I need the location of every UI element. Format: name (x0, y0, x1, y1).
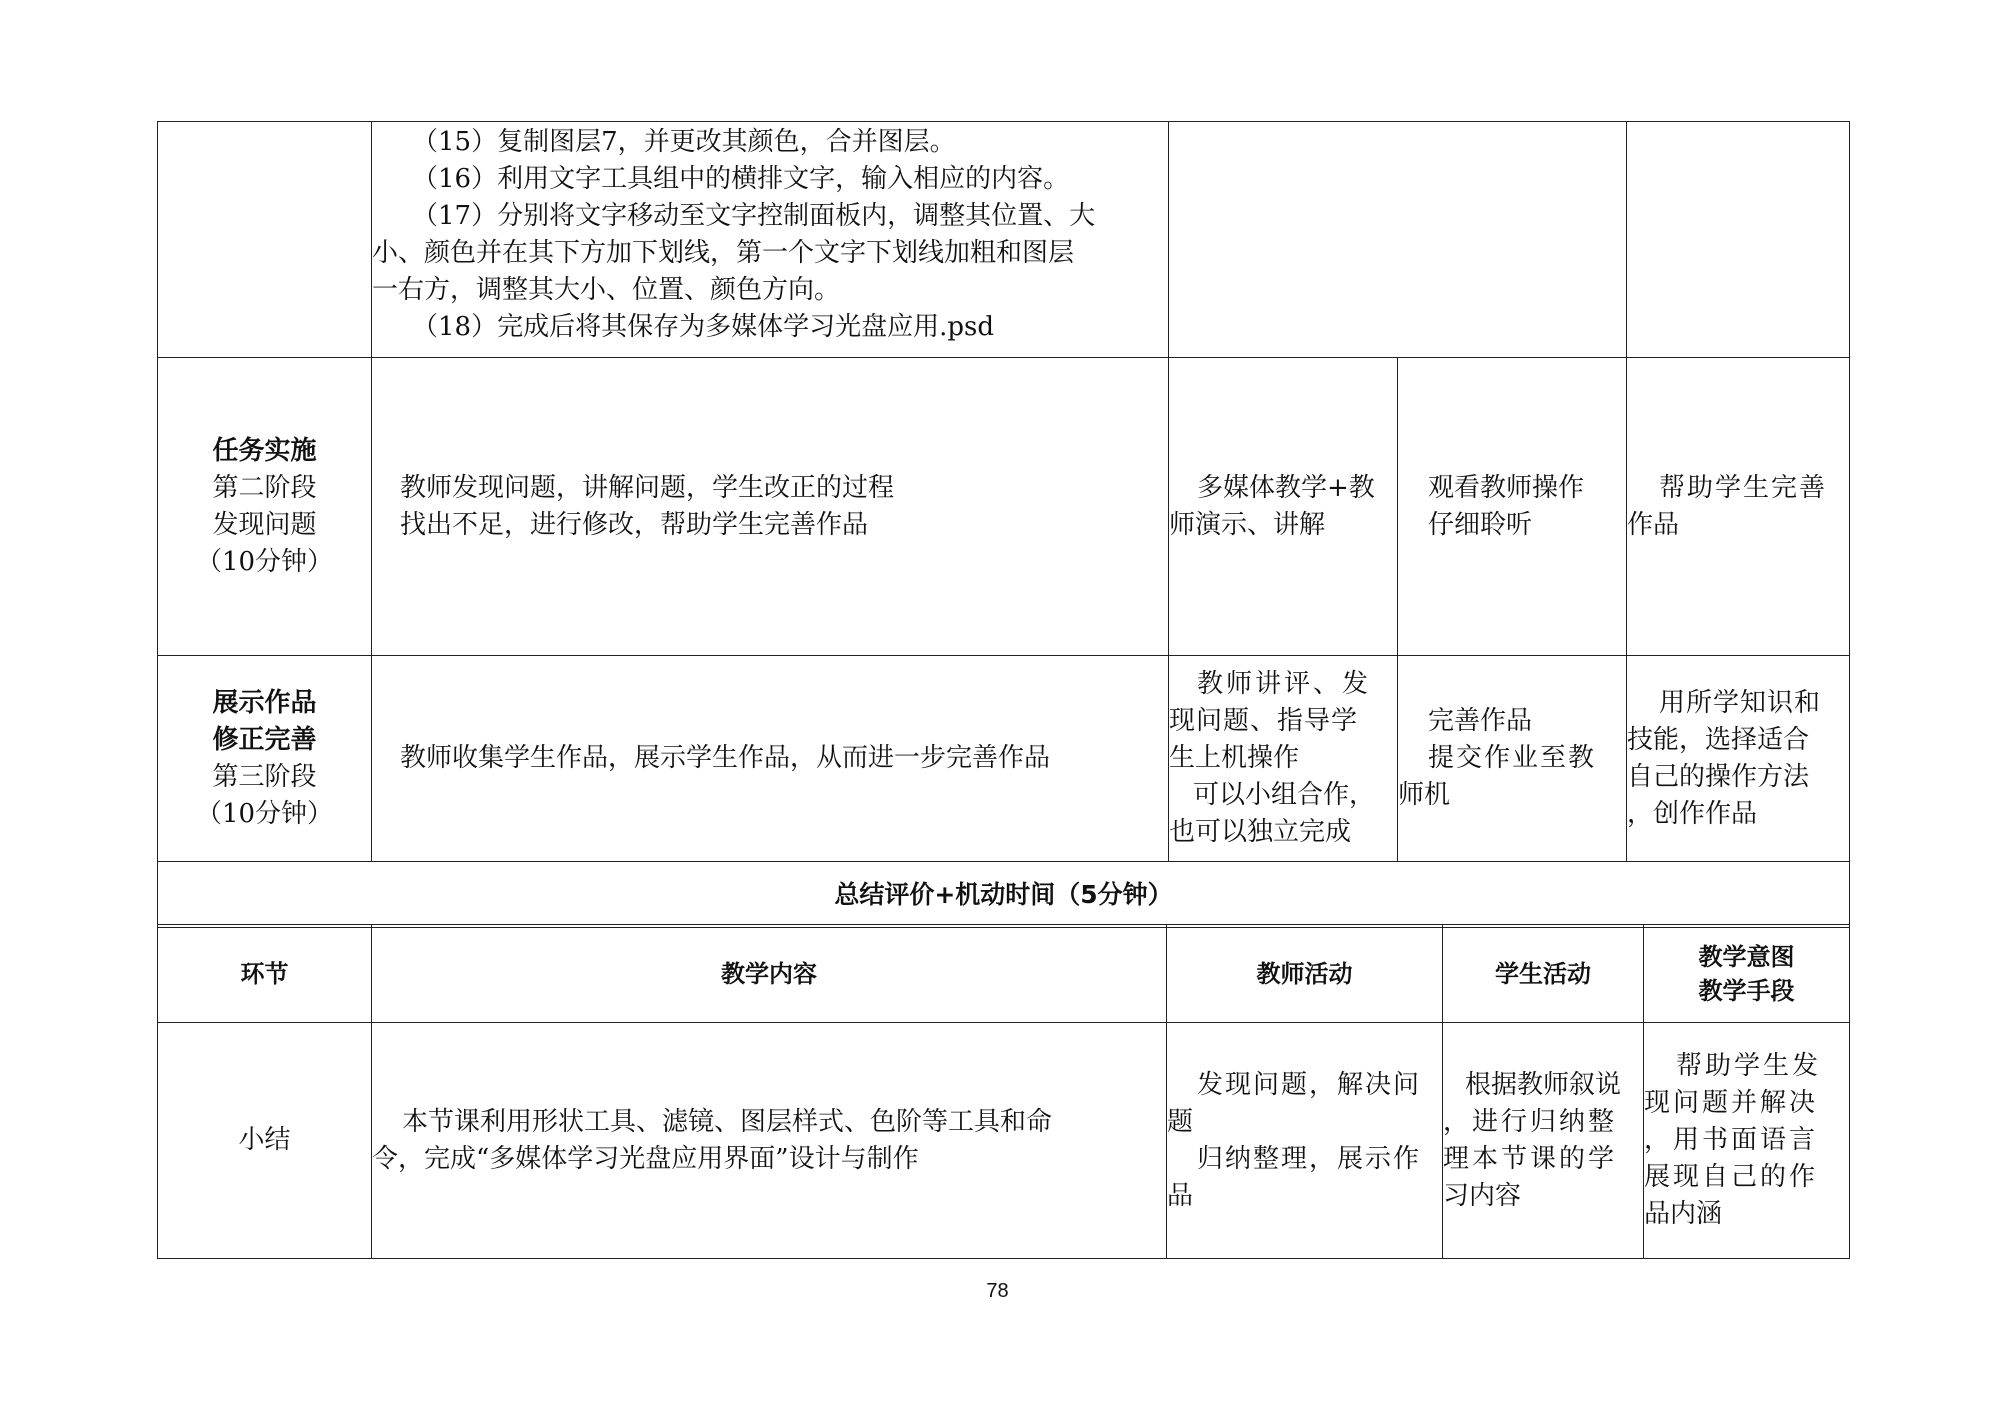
summary-row (158, 1023, 1850, 1259)
phase2-student-line2: 仔细聆听 (1428, 509, 1533, 540)
phase3-student-line3: 师机 (1398, 780, 1451, 810)
header-teacher: 教师活动 (1167, 925, 1443, 1023)
summary-content-line1: 本节课利用形状工具、滤镜、图层样式、色阶等工具和命 (402, 1106, 1053, 1137)
phase3-student-line1: 完善作品 (1428, 706, 1533, 736)
lesson-table-lower (157, 924, 1850, 1259)
phase3-title1: 展示作品 (212, 687, 317, 718)
steps-row (158, 122, 1850, 358)
summary-teacher-line4: 品 (1167, 1180, 1194, 1211)
step-15: （15）复制图层7，并更改其颜色，合并图层。 (412, 127, 956, 157)
phase3-label-cell (158, 656, 372, 862)
phase2-intent-cell (1627, 358, 1850, 656)
phase2-row (158, 358, 1850, 656)
phase2-teacher-line1: 多媒体教学+教 (1197, 472, 1375, 503)
step-17-line2: 小、颜色并在其下方加下划线，第一个文字下划线加粗和图层 (372, 238, 1075, 268)
step-17-line1: （17）分别将文字移动至文字控制面板内，调整其位置、大 (412, 201, 1096, 231)
phase3-teacher-cell (1169, 656, 1398, 862)
phase2-label-cell (158, 358, 372, 656)
intent-cell-empty (1627, 122, 1850, 358)
summary-intent-line2: 现问题并解决 (1644, 1088, 1819, 1118)
phase3-time: （10分钟） (195, 798, 334, 829)
phase3-intent-line3: 自己的操作方法 (1627, 761, 1810, 792)
phase3-content-cell (372, 656, 1169, 862)
phase2-time: （10分钟） (195, 546, 334, 577)
section-title-row (158, 862, 1850, 928)
header-phase: 环节 (158, 925, 372, 1023)
header-content: 教学内容 (372, 925, 1167, 1023)
summary-teacher-line3: 归纳整理，展示作 (1197, 1143, 1422, 1174)
summary-intent-line5: 品内涵 (1644, 1199, 1723, 1229)
lesson-table-upper (157, 121, 1850, 928)
step-16: （16）利用文字工具组中的横排文字，输入相应的内容。 (412, 164, 1070, 194)
phase2-content-line1: 教师发现问题，讲解问题，学生改正的过程 (400, 472, 895, 503)
header-intent-line2: 教学手段 (1698, 976, 1795, 1005)
summary-intent-line3: ，用书面语言 (1644, 1125, 1819, 1155)
phase3-intent-line1: 用所学知识和 (1659, 687, 1822, 718)
phase3-intent-cell (1627, 656, 1850, 862)
phase2-content-cell (372, 358, 1169, 656)
phase2-name: 发现问题 (212, 509, 317, 540)
phase3-teacher-line2: 现问题、指导学 (1169, 706, 1359, 736)
phase3-title2: 修正完善 (212, 724, 317, 755)
steps-cell (372, 122, 1169, 358)
teacher-student-cell-empty (1169, 122, 1627, 358)
step-17-line3: 一右方，调整其大小、位置、颜色方向。 (372, 275, 841, 305)
summary-intent-cell (1644, 1023, 1850, 1259)
phase3-teacher-line1: 教师讲评、发 (1197, 669, 1372, 699)
phase2-student-cell (1398, 358, 1627, 656)
page-number: 78 (986, 1280, 1009, 1302)
summary-teacher-line1: 发现问题，解决问 (1197, 1069, 1422, 1100)
phase2-content-line2: 找出不足，进行修改，帮助学生完善作品 (400, 509, 869, 540)
summary-student-line1: 根据教师叙说 (1465, 1069, 1622, 1100)
header-student: 学生活动 (1443, 925, 1644, 1023)
phase2-teacher-line2: 师演示、讲解 (1169, 509, 1326, 540)
phase3-row (158, 656, 1850, 862)
phase-cell-empty (158, 122, 372, 358)
phase3-teacher-line3: 生上机操作 (1169, 743, 1300, 773)
phase2-intent-line2: 作品 (1627, 509, 1680, 540)
phase2-intent-line1: 帮助学生完善 (1659, 472, 1828, 503)
section-title: 总结评价+机动时间（5分钟） (158, 862, 1850, 928)
summary-teacher-line2: 题 (1167, 1106, 1194, 1137)
header-intent-cell (1644, 925, 1850, 1023)
phase3-student-cell (1398, 656, 1627, 862)
phase3-teacher-line4: 可以小组合作， (1193, 780, 1376, 810)
phase3-stage: 第三阶段 (212, 761, 317, 792)
phase3-intent-line4: ，创作作品 (1627, 798, 1758, 829)
phase3-intent-line2: 技能，选择适合 (1627, 724, 1810, 755)
summary-content-line2: 令，完成“多媒体学习光盘应用界面”设计与制作 (372, 1143, 919, 1174)
summary-intent-line4: 展现自己的作 (1644, 1162, 1819, 1192)
summary-student-line4: 习内容 (1443, 1180, 1522, 1211)
step-18: （18）完成后将其保存为多媒体学习光盘应用.psd (412, 312, 994, 342)
summary-content-cell (372, 1023, 1167, 1259)
summary-intent-line1: 帮助学生发 (1676, 1051, 1822, 1081)
phase3-content: 教师收集学生作品，展示学生作品，从而进一步完善作品 (400, 743, 1051, 773)
phase2-teacher-cell (1169, 358, 1398, 656)
header-row (158, 925, 1850, 1023)
phase2-title: 任务实施 (212, 435, 317, 466)
summary-student-line2: ，进行归纳整 (1443, 1106, 1618, 1137)
summary-teacher-cell (1167, 1023, 1443, 1259)
header-intent-line1: 教学意图 (1698, 942, 1795, 971)
summary-phase: 小结 (158, 1023, 372, 1259)
phase2-stage: 第二阶段 (212, 472, 317, 503)
summary-student-cell (1443, 1023, 1644, 1259)
summary-student-line3: 理本节课的学 (1443, 1143, 1618, 1174)
phase2-student-line1: 观看教师操作 (1428, 472, 1585, 503)
phase3-teacher-line5: 也可以独立完成 (1169, 817, 1352, 847)
phase3-student-line2: 提交作业至教 (1428, 743, 1597, 773)
